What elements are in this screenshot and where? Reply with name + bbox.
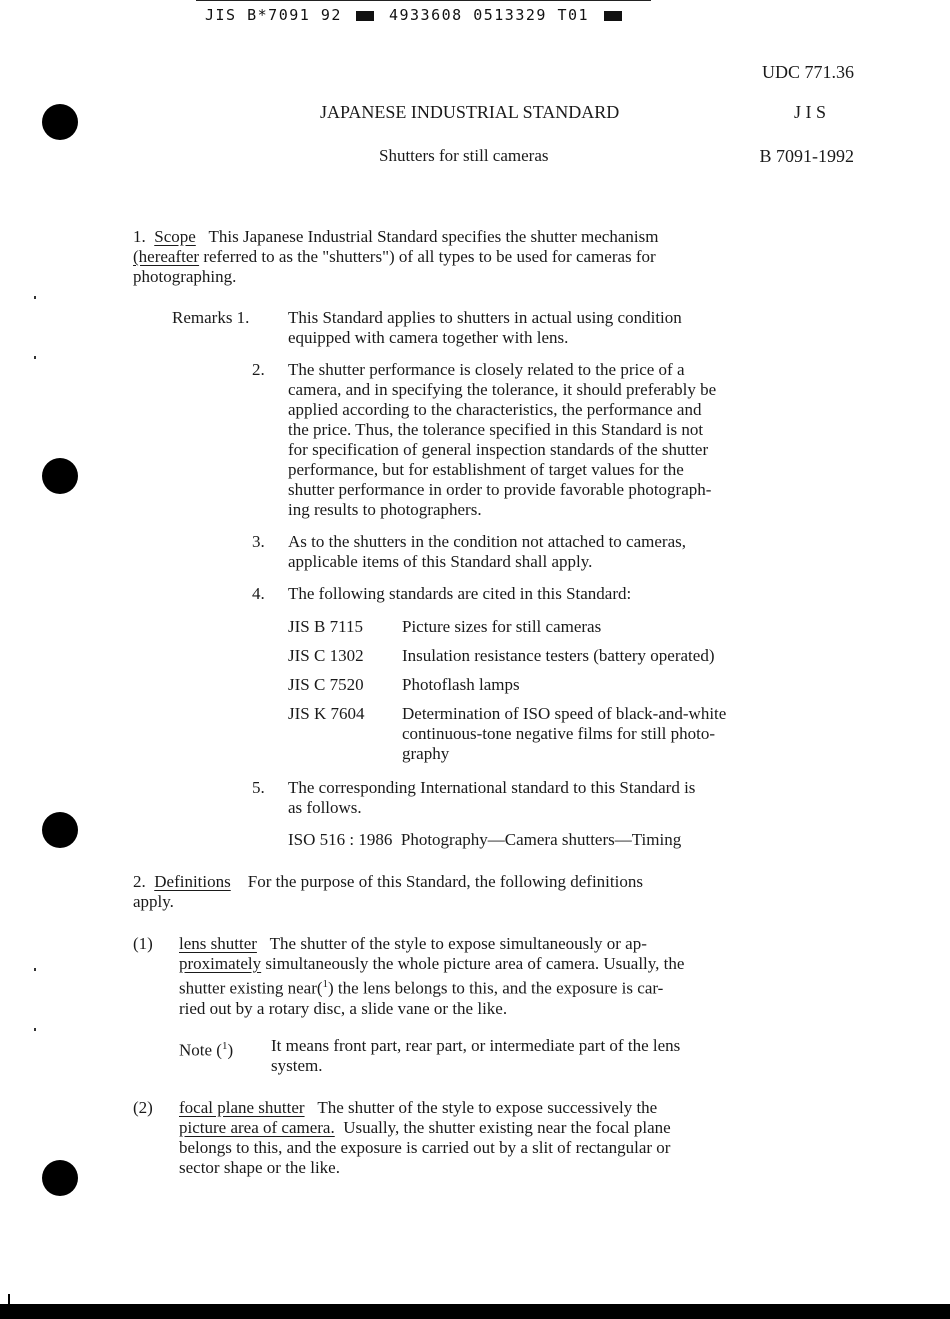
remark-5 [288, 778, 695, 818]
cited-standard [288, 617, 726, 637]
definition-text-underlined: proximately [179, 954, 262, 973]
remark-label: Remarks 1. [172, 308, 250, 327]
definition-term: lens shutter [179, 934, 257, 953]
scan-header-left: JIS B*7091 92 [205, 6, 342, 24]
cited-standard [288, 646, 726, 666]
scan-bottom-bar [0, 1304, 950, 1319]
remark-line: camera, and in specifying the tolerance, it should preferably be [288, 380, 717, 399]
definition-lens-shutter [179, 934, 684, 1019]
scope-text-underlined: (hereafter [133, 247, 200, 266]
definitions-section [133, 872, 643, 912]
definitions-heading: Definitions [154, 872, 231, 891]
definitions-text: apply. [133, 892, 174, 911]
scan-speck [34, 296, 36, 299]
footnote-ref: 1 [322, 978, 329, 990]
remark-number: 5. [252, 778, 265, 797]
definition-text: simultaneously the whole picture area of camera. Usually, the [265, 954, 685, 973]
remark-line: This Standard applies to shutters in actual using condition [288, 308, 682, 327]
udc-code: UDC 771.36 [761, 62, 854, 82]
remark-line: As to the shutters in the condition not attached to cameras, [288, 532, 686, 551]
remark-number: 3. [252, 532, 265, 551]
standard-title: continuous-tone negative films for still photo- [402, 724, 716, 743]
standard-title: Photoflash lamps [402, 675, 520, 694]
standard-code: JIS C 7520 [288, 675, 364, 694]
scope-section [133, 227, 853, 287]
scan-header-right: 4933608 0513329 T01 [388, 6, 590, 24]
note-label-text: Note ( [179, 1040, 222, 1060]
remark-number: 2. [252, 360, 265, 379]
remark-line: as follows. [288, 798, 362, 817]
punch-hole [42, 1160, 78, 1196]
definition-text: The shutter of the style to expose successively the [317, 1098, 658, 1117]
scope-number: 1. [133, 227, 146, 246]
definition-text: The shutter of the style to expose simultaneously or ap- [269, 934, 647, 953]
remark-1 [288, 308, 682, 348]
jis-mark: J I S [793, 102, 826, 122]
cited-standards-list [288, 617, 726, 764]
scope-text: This Japanese Industrial Standard specifies the shutter mechanism [208, 227, 659, 246]
standard-code: JIS K 7604 [288, 704, 365, 723]
note-line: system. [271, 1056, 323, 1075]
cited-standard [288, 675, 726, 695]
definition-focal-plane-shutter [179, 1098, 671, 1178]
scan-block-mark [356, 11, 374, 21]
remark-4: The following standards are cited in this Standard: [288, 584, 632, 603]
note-line: It means front part, rear part, or intermediate part of the lens [271, 1036, 681, 1055]
definition-text: belongs to this, and the exposure is carried out by a slit of rectangular or [179, 1138, 671, 1157]
remark-line: equipped with camera together with lens. [288, 328, 569, 347]
definition-text: ) the lens belongs to this, and the exposure is car- [328, 978, 664, 998]
footnote-ref: 1 [221, 1040, 228, 1052]
remark-number: 4. [252, 584, 265, 603]
standard-code: JIS B 7115 [288, 617, 363, 636]
standard-number: B 7091-1992 [759, 146, 854, 166]
note-label-text: ) [227, 1040, 234, 1060]
scan-speck [34, 968, 36, 971]
scan-top-rule [196, 0, 651, 1]
remark-line: The corresponding International standard to this Standard is [288, 778, 696, 797]
punch-hole [42, 104, 78, 140]
scan-block-mark [604, 11, 622, 21]
definitions-text: For the purpose of this Standard, the following definitions [247, 872, 643, 891]
scan-speck [34, 356, 36, 359]
remark-line: shutter performance in order to provide favorable photograph- [288, 480, 712, 499]
definition-text-underlined: picture area of camera. [179, 1118, 335, 1137]
punch-hole [42, 812, 78, 848]
definition-number: (2) [133, 1098, 153, 1117]
remark-line: ing results to photographers. [288, 500, 482, 519]
standard-name: JAPANESE INDUSTRIAL STANDARD [320, 102, 620, 122]
scope-text: referred to as the "shutters") of all types to be used for cameras for [203, 247, 656, 266]
definition-number: (1) [133, 934, 153, 953]
definition-text: sector shape or the like. [179, 1158, 340, 1177]
remark-3 [288, 532, 686, 572]
remark-line: applicable items of this Standard shall apply. [288, 552, 593, 571]
cited-standard [288, 704, 726, 764]
scan-edge-mark [8, 1294, 10, 1304]
scan-header [205, 6, 626, 24]
standard-title: Determination of ISO speed of black-and-white [402, 704, 727, 723]
iso-reference: ISO 516 : 1986 Photography—Camera shutters—Timing [288, 830, 682, 849]
definition-text: ried out by a rotary disc, a slide vane or the like. [179, 998, 508, 1018]
scope-heading: Scope [154, 227, 196, 246]
remark-line: The shutter performance is closely related to the price of a [288, 360, 685, 379]
standard-title: Picture sizes for still cameras [402, 617, 602, 636]
definition-term: focal plane shutter [179, 1098, 305, 1117]
definitions-number: 2. [133, 872, 146, 891]
remark-line: performance, but for establishment of target values for the [288, 460, 684, 479]
scope-text: photographing. [133, 267, 237, 286]
scan-speck [34, 1028, 36, 1031]
page-title: Shutters for still cameras [379, 146, 549, 165]
definition-text: Usually, the shutter existing near the focal plane [343, 1118, 671, 1137]
definition-text: shutter existing near( [179, 978, 323, 998]
note-text [271, 1036, 680, 1076]
remark-2 [288, 360, 716, 520]
punch-hole [42, 458, 78, 494]
remark-line: the price. Thus, the tolerance specified in this Standard is not [288, 420, 704, 439]
remark-line: for specification of general inspection standards of the shutter [288, 440, 709, 459]
remark-line: applied according to the characteristics, the performance and [288, 400, 702, 419]
standard-title: graphy [402, 744, 450, 763]
standard-code: JIS C 1302 [288, 646, 364, 665]
note-label [179, 1036, 233, 1061]
standard-title: Insulation resistance testers (battery operated) [402, 646, 715, 665]
